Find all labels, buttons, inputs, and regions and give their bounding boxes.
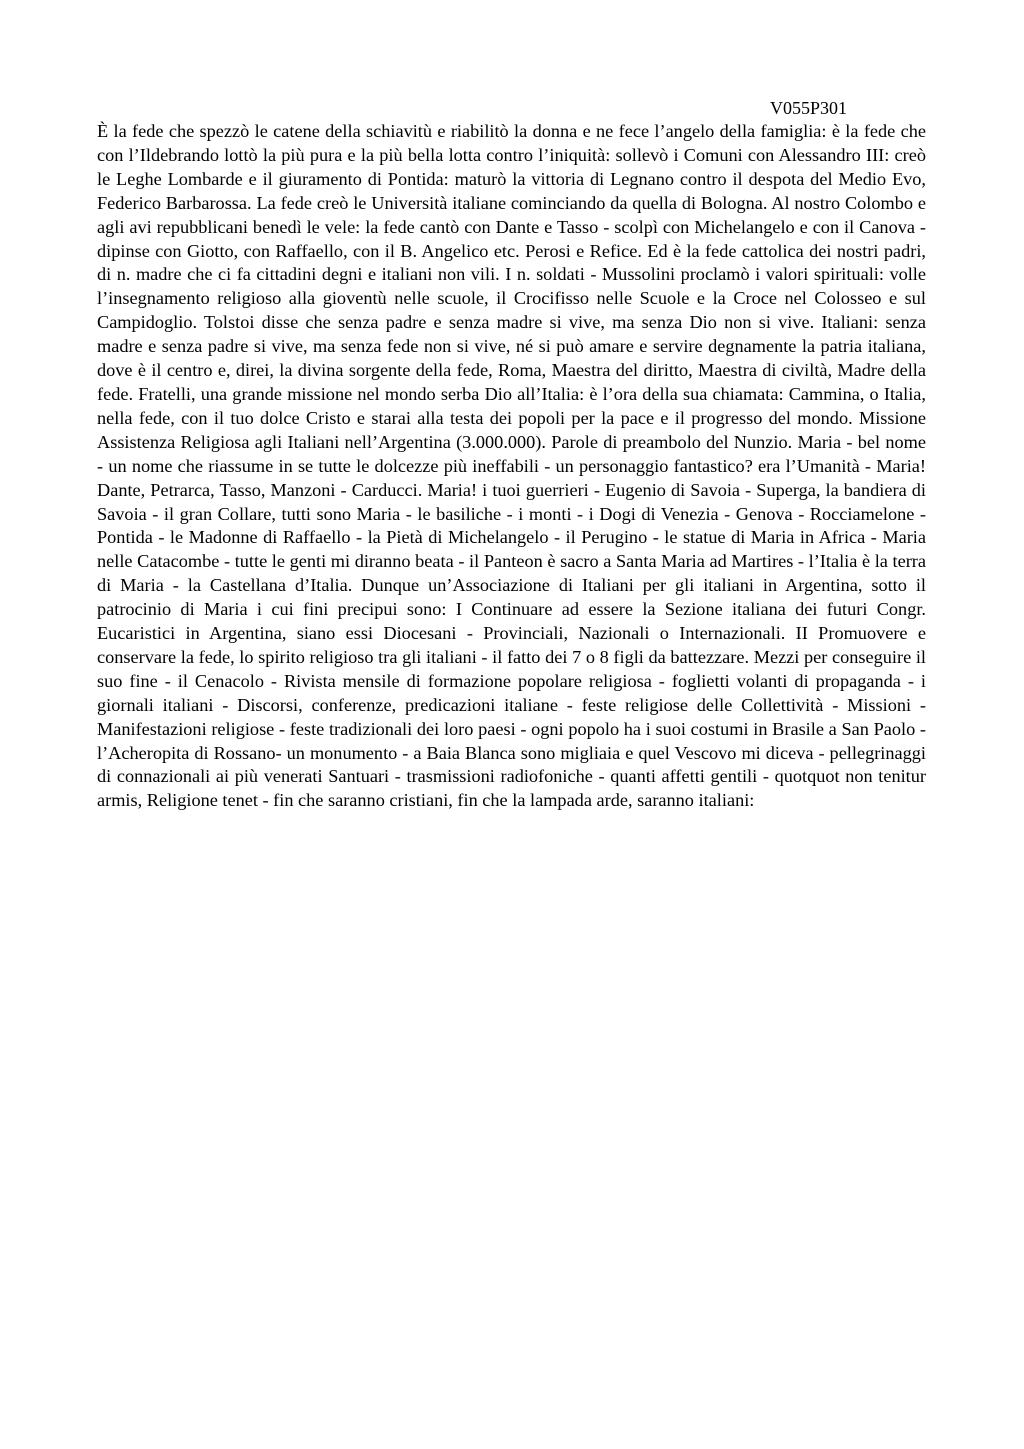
body-paragraph: È la fede che spezzò le catene della schiavitù e riabilitò la donna e ne fece l’angelo della famiglia: è la fede che con l’Ildebrando lottò la più pura e la più bella lotta contro l’iniquità: sollevò i Comuni con Alessandro III: creò le Leghe Lombarde e il giuramento di Pontida: maturò la vittoria di Legnano contro il despota del Medio Evo, Federico Barbarossa. La fede creò le Università italiane cominciando da quella di Bologna. Al nostro Colombo e agli avi repubblicani benedì le vele: la fede cantò con Dante e Tasso - scolpì con Michelangelo e con il Canova - dipinse con Giotto, con Raffaello, con il B. Angelico etc. Perosi e Refice. Ed è la fede cattolica dei nostri padri, di n. madre che ci fa cittadini degni e italiani non vili. I n. soldati - Mussolini proclamò i valori spirituali: volle l’insegnamento religioso alla gioventù nelle scuole, il Crocifisso nelle Scuole e la Croce nel Colosseo e sul Campidoglio. Tolstoi disse che senza padre e senza madre si vive, ma senza Dio non si vive. Italiani: senza madre e senza padre si vive, ma senza fede non si vive, né si può amare e servire degnamente la patria italiana, dove è il centro e, direi, la divina sorgente della fede, Roma, Maestra del diritto, Maestra di civiltà, Madre della fede. Fratelli, una grande missione nel mondo serba Dio all’Italia: è l’ora della sua chiamata: Cammina, o Italia, nella fede, con il tuo dolce Cristo e starai alla testa dei popoli per la pace e il progresso del mondo. Missione Assistenza Religiosa agli Italiani nell’Argentina (3.000.000). Parole di preambolo del Nunzio. Maria - bel nome - un nome che riassume in se tutte le dolcezze più ineffabili - un personaggio fantastico? era l’Umanità - Maria! Dante, Petrarca, Tasso, Manzoni - Carducci. Maria! i tuoi guerrieri - Eugenio di Savoia - Superga, la bandiera di Savoia - il gran Collare, tutti sono Maria - le basiliche - i monti - i Dogi di Venezia - Genova - Rocciamelone - Pontida - le Madonne di Raffaello - la Pietà di Michelangelo - il Perugino - le statue di Maria in Africa - Maria nelle Catacombe - tutte le genti mi diranno beata - il Panteon è sacro a Santa Maria ad Martires - l’Italia è la terra di Maria - la Castellana d’Italia. Dunque un’Associazione di Italiani per gli italiani in Argentina, sotto il patrocinio di Maria i cui fini precipui sono: I Continuare ad essere la Sezione italiana dei futuri Congr. Eucaristici in Argentina, siano essi Diocesani - Provinciali, Nazionali o Internazionali. II Promuovere e conservare la fede, lo spirito religioso tra gli italiani - il fatto dei 7 o 8 figli da battezzare. Mezzi per conseguire il suo fine - il Cenacolo - Rivista mensile di formazione popolare religiosa - foglietti volanti di propaganda - i giornali italiani - Discorsi, conferenze, predicazioni italiane - feste religiose delle Collettività - Missioni - Manifestazioni religiose - feste tradizionali dei loro paesi - ogni popolo ha i suoi costumi in Brasile a San Paolo - l’Acheropita di Rossano- un monumento - a Baia Blanca sono migliaia e quel Vescovo mi diceva - pellegrinaggi di connazionali ai più venerati Santuari - trasmissioni radiofoniche - quanti affetti gentili - quotquot non tenitur armis, Religione tenet - fin che saranno cristiani, fin che la lampada arde, saranno italiani:: [97, 121, 926, 811]
page-code: V055P301: [770, 98, 848, 118]
